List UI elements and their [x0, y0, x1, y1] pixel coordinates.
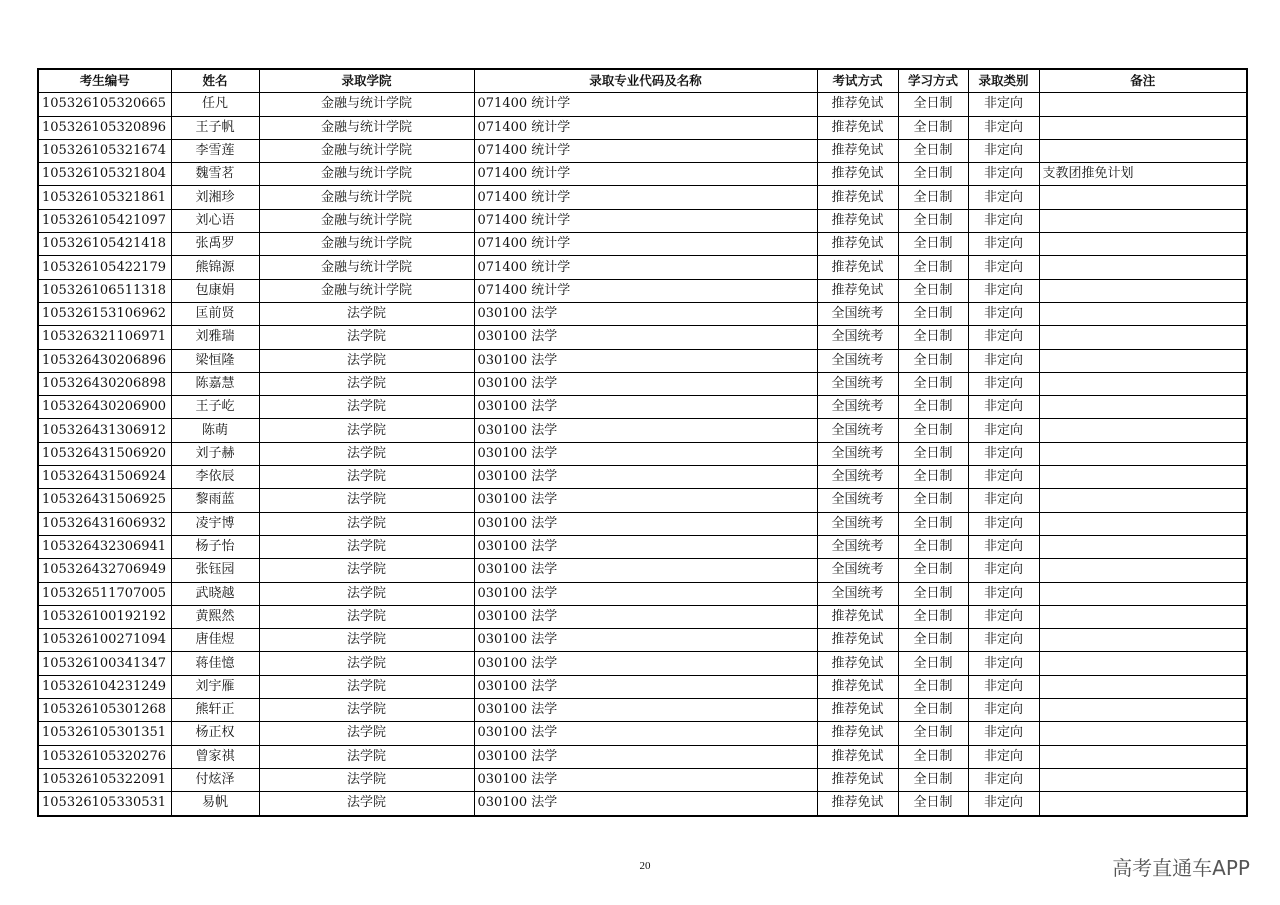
cell-remarks — [1039, 605, 1247, 628]
table-row — [38, 419, 1247, 442]
cell-name: 张禹罗 — [171, 233, 259, 256]
table-row — [38, 209, 1247, 232]
cell-exam-type: 推荐免试 — [817, 279, 898, 302]
cell-remarks — [1039, 186, 1247, 209]
cell-candidate-id: 105326321106971 — [38, 326, 171, 349]
cell-study-mode: 全日制 — [898, 722, 968, 745]
cell-admission-category: 非定向 — [968, 442, 1039, 465]
cell-candidate-id: 105326105320665 — [38, 93, 171, 116]
cell-candidate-id: 105326105301351 — [38, 722, 171, 745]
cell-college: 法学院 — [259, 372, 474, 395]
cell-major: 030100 法学 — [474, 466, 817, 489]
watermark: 高考直通车APP — [1112, 856, 1250, 880]
cell-name: 李雪莲 — [171, 139, 259, 162]
cell-candidate-id: 105326432706949 — [38, 559, 171, 582]
table-row — [38, 442, 1247, 465]
cell-name: 王子帆 — [171, 116, 259, 139]
cell-college: 金融与统计学院 — [259, 139, 474, 162]
cell-remarks — [1039, 419, 1247, 442]
cell-major: 030100 法学 — [474, 605, 817, 628]
cell-admission-category: 非定向 — [968, 582, 1039, 605]
cell-college: 法学院 — [259, 745, 474, 768]
table-row — [38, 768, 1247, 791]
table-row — [38, 489, 1247, 512]
cell-name: 包康娟 — [171, 279, 259, 302]
cell-exam-type: 推荐免试 — [817, 675, 898, 698]
cell-study-mode: 全日制 — [898, 302, 968, 325]
cell-exam-type: 全国统考 — [817, 396, 898, 419]
cell-admission-category: 非定向 — [968, 722, 1039, 745]
cell-candidate-id: 105326105320276 — [38, 745, 171, 768]
cell-major: 071400 统计学 — [474, 139, 817, 162]
cell-college: 法学院 — [259, 396, 474, 419]
cell-study-mode: 全日制 — [898, 372, 968, 395]
cell-remarks: 支教团推免计划 — [1039, 163, 1247, 186]
cell-major: 071400 统计学 — [474, 163, 817, 186]
cell-major: 030100 法学 — [474, 629, 817, 652]
cell-admission-category: 非定向 — [968, 233, 1039, 256]
cell-study-mode: 全日制 — [898, 699, 968, 722]
cell-remarks — [1039, 722, 1247, 745]
cell-study-mode: 全日制 — [898, 792, 968, 816]
cell-study-mode: 全日制 — [898, 93, 968, 116]
cell-college: 法学院 — [259, 768, 474, 791]
cell-candidate-id: 105326431506925 — [38, 489, 171, 512]
cell-name: 曾家祺 — [171, 745, 259, 768]
header-major: 录取专业代码及名称 — [474, 69, 817, 93]
cell-major: 030100 法学 — [474, 372, 817, 395]
table-body — [38, 93, 1247, 816]
cell-study-mode: 全日制 — [898, 256, 968, 279]
cell-exam-type: 推荐免试 — [817, 792, 898, 816]
table-row — [38, 745, 1247, 768]
cell-study-mode: 全日制 — [898, 163, 968, 186]
table-row — [38, 139, 1247, 162]
cell-name: 王子屹 — [171, 396, 259, 419]
cell-study-mode: 全日制 — [898, 349, 968, 372]
cell-candidate-id: 105326153106962 — [38, 302, 171, 325]
cell-name: 陈萌 — [171, 419, 259, 442]
table-row — [38, 652, 1247, 675]
cell-college: 金融与统计学院 — [259, 186, 474, 209]
cell-college: 法学院 — [259, 302, 474, 325]
cell-remarks — [1039, 466, 1247, 489]
header-study-mode: 学习方式 — [898, 69, 968, 93]
cell-exam-type: 推荐免试 — [817, 605, 898, 628]
table-row — [38, 372, 1247, 395]
cell-name: 梁恒隆 — [171, 349, 259, 372]
cell-candidate-id: 105326105321804 — [38, 163, 171, 186]
cell-name: 李依辰 — [171, 466, 259, 489]
cell-exam-type: 推荐免试 — [817, 93, 898, 116]
cell-candidate-id: 105326105422179 — [38, 256, 171, 279]
cell-admission-category: 非定向 — [968, 699, 1039, 722]
cell-exam-type: 全国统考 — [817, 535, 898, 558]
cell-name: 匡前贤 — [171, 302, 259, 325]
cell-candidate-id: 105326105321674 — [38, 139, 171, 162]
table-row — [38, 792, 1247, 816]
cell-major: 071400 统计学 — [474, 209, 817, 232]
cell-name: 刘心语 — [171, 209, 259, 232]
cell-name: 魏雪茗 — [171, 163, 259, 186]
cell-remarks — [1039, 792, 1247, 816]
cell-name: 杨子怡 — [171, 535, 259, 558]
cell-remarks — [1039, 489, 1247, 512]
table-row — [38, 466, 1247, 489]
cell-candidate-id: 105326430206898 — [38, 372, 171, 395]
cell-candidate-id: 105326105321861 — [38, 186, 171, 209]
cell-study-mode: 全日制 — [898, 675, 968, 698]
cell-admission-category: 非定向 — [968, 209, 1039, 232]
cell-major: 030100 法学 — [474, 699, 817, 722]
table-row — [38, 675, 1247, 698]
cell-remarks — [1039, 396, 1247, 419]
cell-major: 030100 法学 — [474, 722, 817, 745]
cell-candidate-id: 105326105301268 — [38, 699, 171, 722]
header-name: 姓名 — [171, 69, 259, 93]
cell-study-mode: 全日制 — [898, 605, 968, 628]
cell-college: 法学院 — [259, 349, 474, 372]
cell-admission-category: 非定向 — [968, 139, 1039, 162]
cell-remarks — [1039, 116, 1247, 139]
table-row — [38, 349, 1247, 372]
table-row — [38, 396, 1247, 419]
cell-major: 030100 法学 — [474, 512, 817, 535]
cell-major: 030100 法学 — [474, 768, 817, 791]
cell-exam-type: 推荐免试 — [817, 629, 898, 652]
cell-admission-category: 非定向 — [968, 466, 1039, 489]
cell-exam-type: 推荐免试 — [817, 256, 898, 279]
admission-table — [37, 68, 1248, 817]
cell-study-mode: 全日制 — [898, 279, 968, 302]
cell-remarks — [1039, 559, 1247, 582]
cell-admission-category: 非定向 — [968, 349, 1039, 372]
cell-admission-category: 非定向 — [968, 93, 1039, 116]
cell-exam-type: 全国统考 — [817, 559, 898, 582]
table-row — [38, 326, 1247, 349]
cell-college: 法学院 — [259, 699, 474, 722]
cell-college: 法学院 — [259, 722, 474, 745]
cell-remarks — [1039, 442, 1247, 465]
cell-major: 030100 法学 — [474, 489, 817, 512]
table-row — [38, 512, 1247, 535]
cell-exam-type: 推荐免试 — [817, 768, 898, 791]
cell-exam-type: 全国统考 — [817, 442, 898, 465]
header-college: 录取学院 — [259, 69, 474, 93]
cell-name: 刘湘珍 — [171, 186, 259, 209]
cell-study-mode: 全日制 — [898, 652, 968, 675]
cell-admission-category: 非定向 — [968, 652, 1039, 675]
cell-name: 刘雅瑞 — [171, 326, 259, 349]
cell-study-mode: 全日制 — [898, 512, 968, 535]
cell-college: 法学院 — [259, 535, 474, 558]
cell-remarks — [1039, 582, 1247, 605]
cell-study-mode: 全日制 — [898, 559, 968, 582]
cell-study-mode: 全日制 — [898, 396, 968, 419]
cell-major: 071400 统计学 — [474, 256, 817, 279]
cell-exam-type: 推荐免试 — [817, 139, 898, 162]
cell-college: 金融与统计学院 — [259, 163, 474, 186]
cell-remarks — [1039, 233, 1247, 256]
cell-exam-type: 全国统考 — [817, 302, 898, 325]
cell-remarks — [1039, 256, 1247, 279]
cell-study-mode: 全日制 — [898, 186, 968, 209]
cell-admission-category: 非定向 — [968, 512, 1039, 535]
cell-remarks — [1039, 349, 1247, 372]
cell-study-mode: 全日制 — [898, 466, 968, 489]
table-row — [38, 279, 1247, 302]
table-row — [38, 233, 1247, 256]
table-row — [38, 559, 1247, 582]
cell-name: 张钰园 — [171, 559, 259, 582]
cell-candidate-id: 105326100271094 — [38, 629, 171, 652]
cell-name: 熊轩正 — [171, 699, 259, 722]
cell-exam-type: 推荐免试 — [817, 209, 898, 232]
cell-admission-category: 非定向 — [968, 768, 1039, 791]
cell-study-mode: 全日制 — [898, 535, 968, 558]
cell-remarks — [1039, 302, 1247, 325]
cell-remarks — [1039, 535, 1247, 558]
cell-college: 金融与统计学院 — [259, 233, 474, 256]
cell-admission-category: 非定向 — [968, 535, 1039, 558]
cell-major: 030100 法学 — [474, 745, 817, 768]
cell-remarks — [1039, 745, 1247, 768]
cell-candidate-id: 105326105421097 — [38, 209, 171, 232]
cell-name: 熊锦源 — [171, 256, 259, 279]
cell-name: 蒋佳憶 — [171, 652, 259, 675]
cell-candidate-id: 105326431506924 — [38, 466, 171, 489]
cell-candidate-id: 105326511707005 — [38, 582, 171, 605]
cell-name: 武晓越 — [171, 582, 259, 605]
cell-college: 法学院 — [259, 675, 474, 698]
cell-admission-category: 非定向 — [968, 396, 1039, 419]
header-remarks: 备注 — [1039, 69, 1247, 93]
cell-exam-type: 推荐免试 — [817, 699, 898, 722]
cell-major: 071400 统计学 — [474, 233, 817, 256]
table-row — [38, 699, 1247, 722]
cell-name: 杨正权 — [171, 722, 259, 745]
header-row — [38, 69, 1247, 93]
cell-admission-category: 非定向 — [968, 489, 1039, 512]
cell-candidate-id: 105326430206896 — [38, 349, 171, 372]
cell-college: 法学院 — [259, 582, 474, 605]
cell-remarks — [1039, 675, 1247, 698]
cell-exam-type: 全国统考 — [817, 512, 898, 535]
cell-candidate-id: 105326431606932 — [38, 512, 171, 535]
cell-major: 030100 法学 — [474, 349, 817, 372]
cell-college: 法学院 — [259, 419, 474, 442]
cell-admission-category: 非定向 — [968, 302, 1039, 325]
cell-college: 金融与统计学院 — [259, 256, 474, 279]
cell-admission-category: 非定向 — [968, 559, 1039, 582]
cell-remarks — [1039, 209, 1247, 232]
cell-admission-category: 非定向 — [968, 279, 1039, 302]
cell-study-mode: 全日制 — [898, 209, 968, 232]
header-exam-type: 考试方式 — [817, 69, 898, 93]
cell-candidate-id: 105326104231249 — [38, 675, 171, 698]
cell-exam-type: 推荐免试 — [817, 233, 898, 256]
cell-college: 法学院 — [259, 489, 474, 512]
cell-exam-type: 推荐免试 — [817, 163, 898, 186]
cell-study-mode: 全日制 — [898, 116, 968, 139]
cell-study-mode: 全日制 — [898, 629, 968, 652]
cell-name: 付炫泽 — [171, 768, 259, 791]
cell-major: 071400 统计学 — [474, 116, 817, 139]
cell-major: 030100 法学 — [474, 442, 817, 465]
cell-remarks — [1039, 652, 1247, 675]
cell-candidate-id: 105326105421418 — [38, 233, 171, 256]
cell-study-mode: 全日制 — [898, 233, 968, 256]
cell-exam-type: 全国统考 — [817, 582, 898, 605]
cell-college: 金融与统计学院 — [259, 209, 474, 232]
cell-college: 法学院 — [259, 629, 474, 652]
table-row — [38, 582, 1247, 605]
cell-exam-type: 全国统考 — [817, 349, 898, 372]
cell-admission-category: 非定向 — [968, 419, 1039, 442]
cell-major: 030100 法学 — [474, 582, 817, 605]
cell-major: 030100 法学 — [474, 559, 817, 582]
cell-remarks — [1039, 93, 1247, 116]
cell-name: 易帆 — [171, 792, 259, 816]
cell-college: 法学院 — [259, 326, 474, 349]
cell-major: 071400 统计学 — [474, 93, 817, 116]
cell-college: 金融与统计学院 — [259, 279, 474, 302]
cell-remarks — [1039, 512, 1247, 535]
cell-college: 金融与统计学院 — [259, 93, 474, 116]
cell-major: 030100 法学 — [474, 652, 817, 675]
table-row — [38, 256, 1247, 279]
cell-name: 凌宇博 — [171, 512, 259, 535]
cell-college: 法学院 — [259, 512, 474, 535]
cell-candidate-id: 105326105320896 — [38, 116, 171, 139]
cell-candidate-id: 105326100341347 — [38, 652, 171, 675]
cell-college: 法学院 — [259, 605, 474, 628]
cell-major: 071400 统计学 — [474, 279, 817, 302]
cell-name: 黎雨蓝 — [171, 489, 259, 512]
cell-candidate-id: 105326430206900 — [38, 396, 171, 419]
cell-college: 法学院 — [259, 559, 474, 582]
cell-major: 030100 法学 — [474, 419, 817, 442]
cell-study-mode: 全日制 — [898, 768, 968, 791]
cell-remarks — [1039, 699, 1247, 722]
table-row — [38, 116, 1247, 139]
table-row — [38, 186, 1247, 209]
cell-major: 030100 法学 — [474, 535, 817, 558]
cell-exam-type: 推荐免试 — [817, 186, 898, 209]
cell-remarks — [1039, 629, 1247, 652]
cell-major: 030100 法学 — [474, 326, 817, 349]
cell-admission-category: 非定向 — [968, 605, 1039, 628]
cell-remarks — [1039, 372, 1247, 395]
cell-major: 030100 法学 — [474, 396, 817, 419]
cell-admission-category: 非定向 — [968, 163, 1039, 186]
table-header — [38, 69, 1247, 93]
cell-name: 陈嘉慧 — [171, 372, 259, 395]
page-number: 20 — [639, 860, 651, 872]
cell-study-mode: 全日制 — [898, 326, 968, 349]
cell-remarks — [1039, 326, 1247, 349]
table-row — [38, 722, 1247, 745]
cell-college: 法学院 — [259, 652, 474, 675]
cell-exam-type: 全国统考 — [817, 326, 898, 349]
cell-name: 刘宇雁 — [171, 675, 259, 698]
cell-remarks — [1039, 768, 1247, 791]
header-admission-category: 录取类别 — [968, 69, 1039, 93]
cell-admission-category: 非定向 — [968, 745, 1039, 768]
cell-admission-category: 非定向 — [968, 372, 1039, 395]
cell-candidate-id: 105326105330531 — [38, 792, 171, 816]
cell-name: 唐佳煜 — [171, 629, 259, 652]
header-candidate-id: 考生编号 — [38, 69, 171, 93]
cell-name: 刘子赫 — [171, 442, 259, 465]
cell-exam-type: 全国统考 — [817, 372, 898, 395]
table-row — [38, 535, 1247, 558]
cell-admission-category: 非定向 — [968, 256, 1039, 279]
cell-study-mode: 全日制 — [898, 489, 968, 512]
cell-major: 030100 法学 — [474, 675, 817, 698]
cell-major: 030100 法学 — [474, 302, 817, 325]
table-row — [38, 629, 1247, 652]
cell-candidate-id: 105326432306941 — [38, 535, 171, 558]
cell-admission-category: 非定向 — [968, 629, 1039, 652]
cell-remarks — [1039, 279, 1247, 302]
cell-admission-category: 非定向 — [968, 792, 1039, 816]
cell-exam-type: 全国统考 — [817, 466, 898, 489]
cell-candidate-id: 105326100192192 — [38, 605, 171, 628]
cell-major: 071400 统计学 — [474, 186, 817, 209]
cell-college: 法学院 — [259, 792, 474, 816]
cell-remarks — [1039, 139, 1247, 162]
cell-study-mode: 全日制 — [898, 419, 968, 442]
cell-candidate-id: 105326105322091 — [38, 768, 171, 791]
cell-admission-category: 非定向 — [968, 186, 1039, 209]
table-row — [38, 302, 1247, 325]
cell-candidate-id: 105326431306912 — [38, 419, 171, 442]
cell-name: 任凡 — [171, 93, 259, 116]
cell-college: 法学院 — [259, 442, 474, 465]
cell-candidate-id: 105326431506920 — [38, 442, 171, 465]
cell-admission-category: 非定向 — [968, 116, 1039, 139]
table-row — [38, 93, 1247, 116]
table-row — [38, 605, 1247, 628]
cell-college: 法学院 — [259, 466, 474, 489]
cell-admission-category: 非定向 — [968, 675, 1039, 698]
cell-exam-type: 推荐免试 — [817, 652, 898, 675]
cell-exam-type: 推荐免试 — [817, 745, 898, 768]
cell-exam-type: 全国统考 — [817, 419, 898, 442]
cell-study-mode: 全日制 — [898, 442, 968, 465]
cell-name: 黄熙然 — [171, 605, 259, 628]
cell-admission-category: 非定向 — [968, 326, 1039, 349]
cell-exam-type: 推荐免试 — [817, 116, 898, 139]
cell-exam-type: 全国统考 — [817, 489, 898, 512]
cell-candidate-id: 105326106511318 — [38, 279, 171, 302]
cell-major: 030100 法学 — [474, 792, 817, 816]
cell-exam-type: 推荐免试 — [817, 722, 898, 745]
cell-study-mode: 全日制 — [898, 745, 968, 768]
table-row — [38, 163, 1247, 186]
cell-study-mode: 全日制 — [898, 582, 968, 605]
cell-study-mode: 全日制 — [898, 139, 968, 162]
cell-college: 金融与统计学院 — [259, 116, 474, 139]
